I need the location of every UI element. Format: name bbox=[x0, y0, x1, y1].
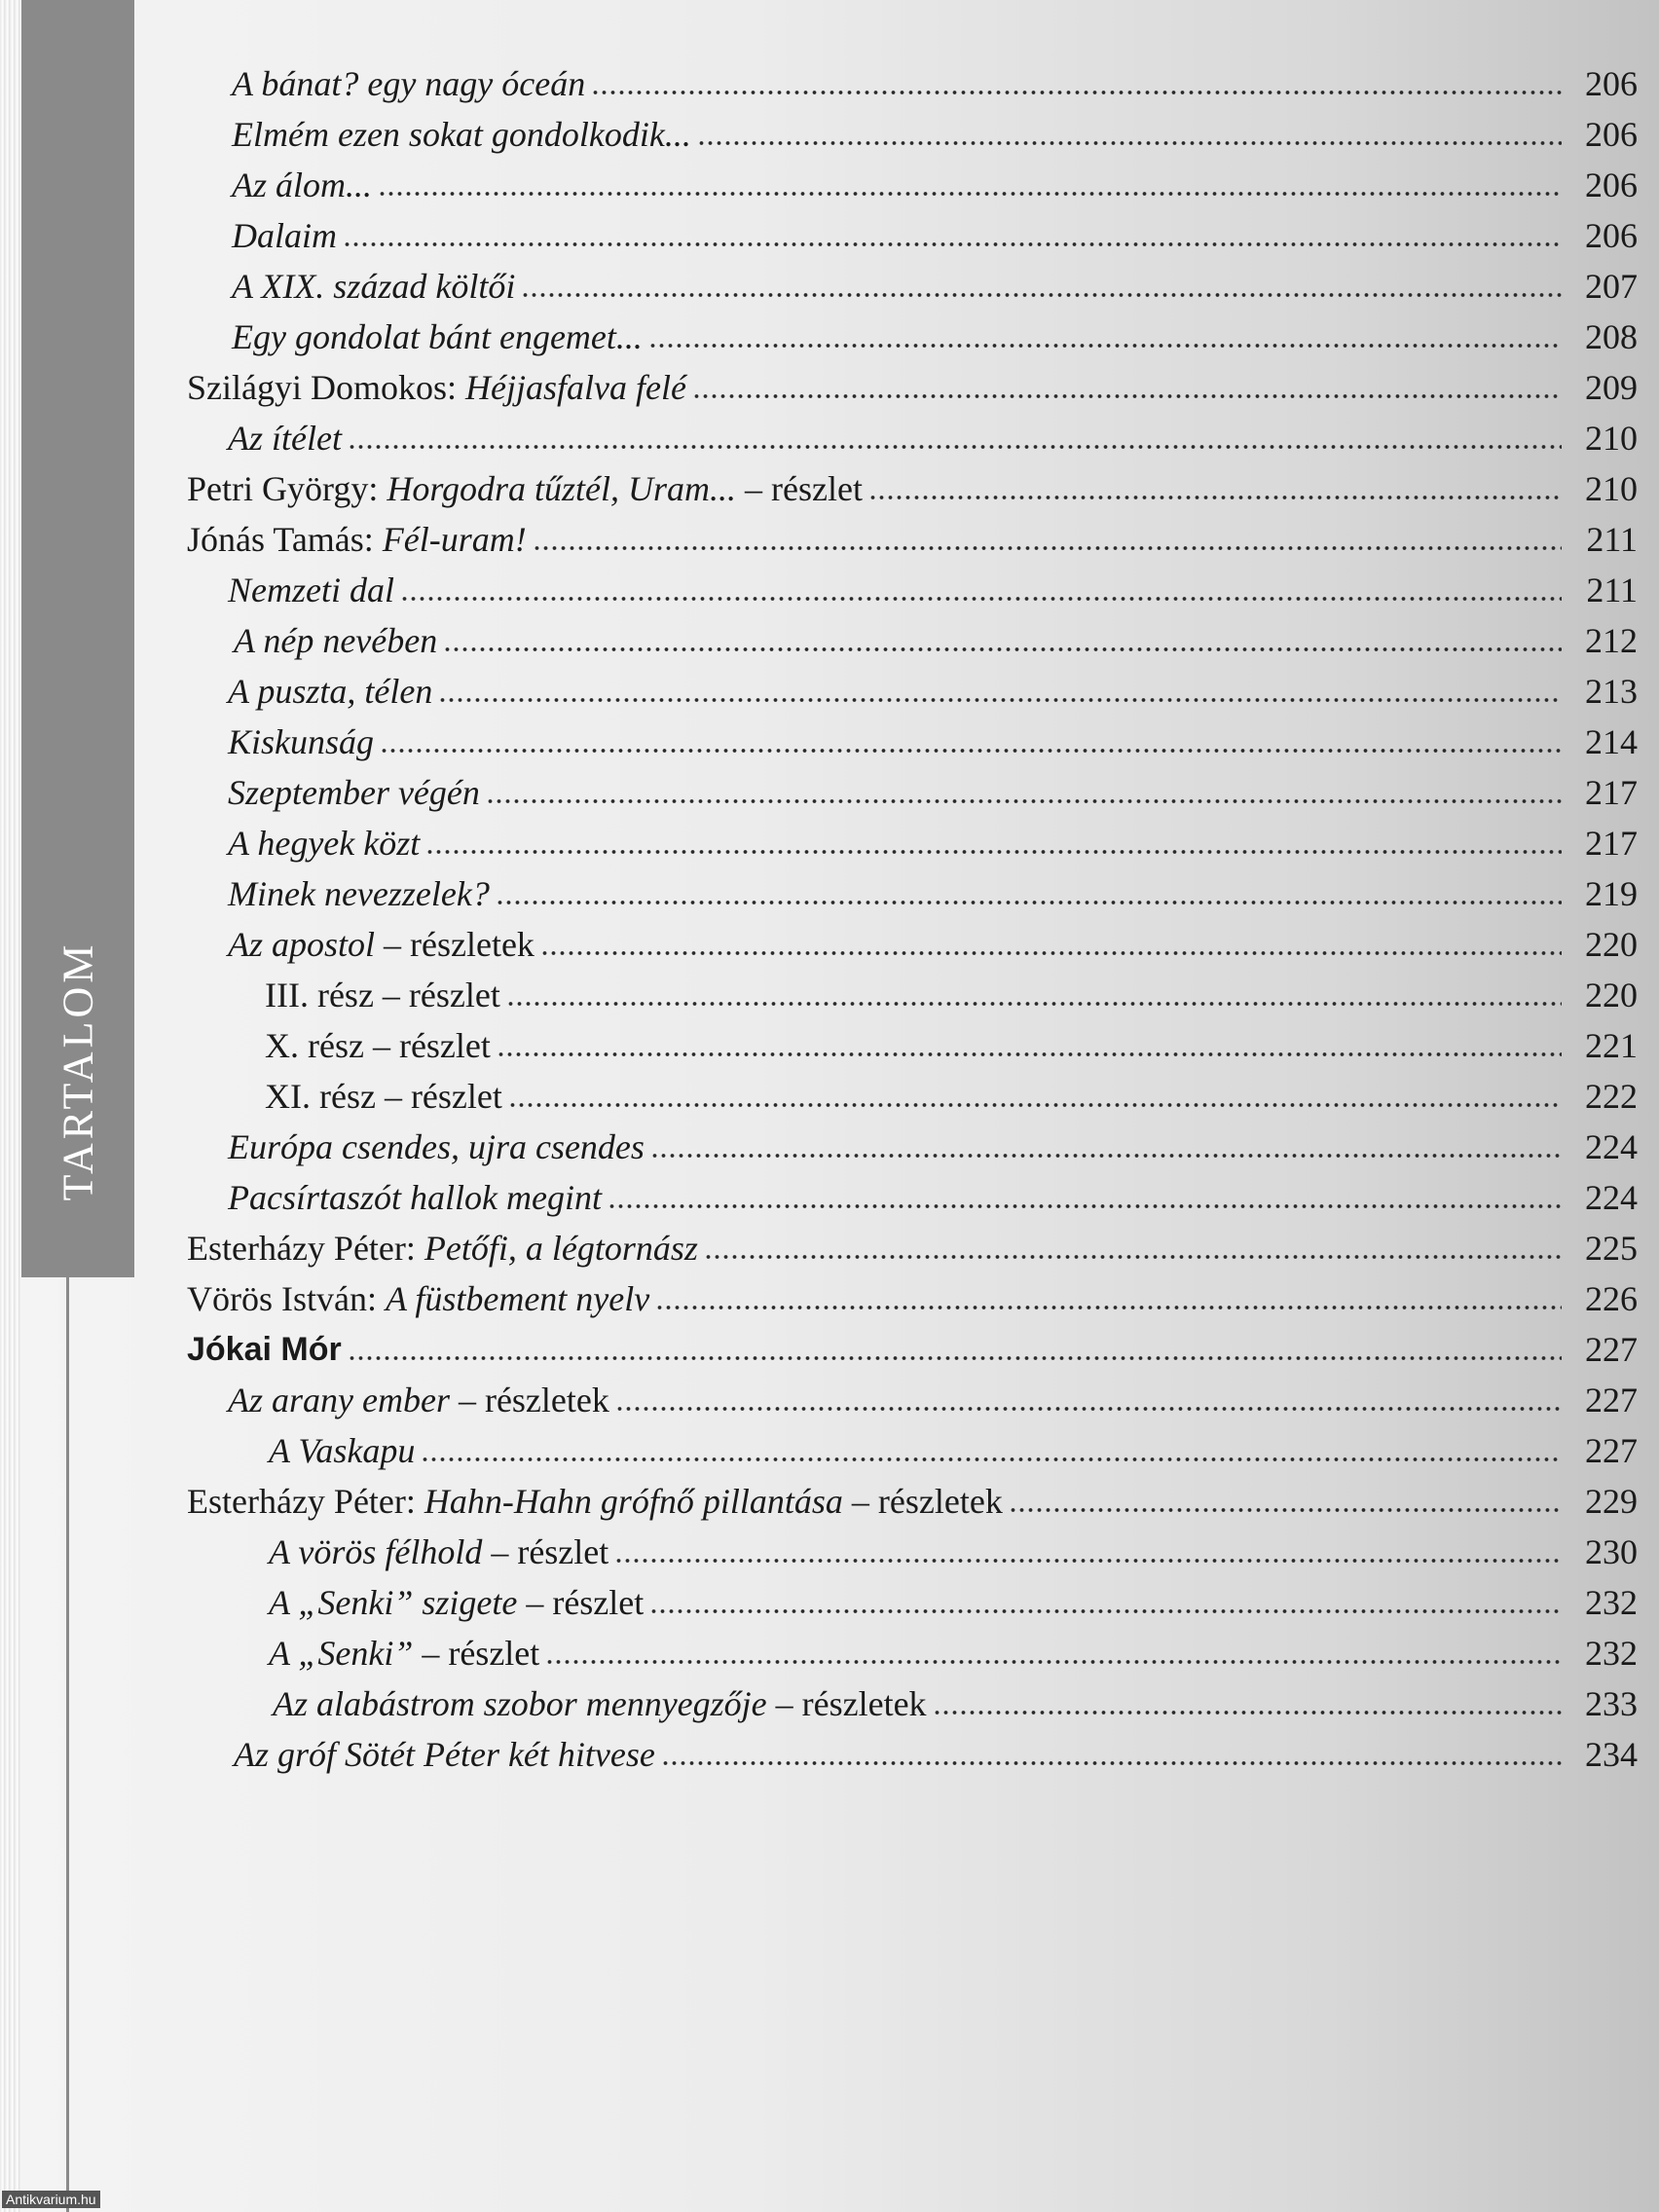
toc-entry-title bbox=[232, 164, 378, 206]
toc-entry-text: Pacsírtaszót hallok megint bbox=[228, 1178, 602, 1217]
toc-entry-title bbox=[228, 1176, 608, 1219]
toc-entry-text: Szilágyi Domokos: bbox=[187, 368, 465, 407]
toc-entry-title bbox=[228, 923, 540, 966]
toc-entry-text: Egy gondolat bánt engemet... bbox=[232, 317, 643, 356]
toc-entry bbox=[0, 55, 1659, 105]
dot-leader bbox=[591, 88, 1562, 97]
toc-entry bbox=[0, 713, 1659, 763]
toc-entry-text: Hahn-Hahn grófnő pillantása bbox=[424, 1482, 843, 1521]
toc-page-number: 206 bbox=[1585, 166, 1638, 204]
toc-entry bbox=[0, 1573, 1659, 1624]
toc-page-number: 212 bbox=[1585, 621, 1638, 660]
dot-leader bbox=[868, 493, 1562, 502]
dot-leader bbox=[486, 796, 1562, 806]
dot-leader bbox=[650, 1151, 1562, 1161]
toc-entry-title bbox=[187, 518, 533, 561]
toc-entry-text: – részletek bbox=[449, 1381, 609, 1419]
toc-entry bbox=[0, 156, 1659, 206]
toc-page-number: 232 bbox=[1585, 1583, 1638, 1622]
toc-page-number: 227 bbox=[1585, 1330, 1638, 1369]
dot-leader bbox=[615, 1404, 1562, 1414]
toc-entry bbox=[0, 1472, 1659, 1523]
dot-leader bbox=[692, 391, 1562, 401]
toc-entry-title bbox=[269, 1429, 421, 1472]
toc-entry bbox=[0, 1118, 1659, 1168]
toc-entry-text: Kiskunság bbox=[228, 722, 375, 761]
toc-entry-title bbox=[232, 315, 648, 358]
toc-entry-text: Jónás Tamás: bbox=[187, 520, 383, 559]
toc-entry-title bbox=[232, 113, 697, 156]
toc-entry bbox=[0, 1320, 1659, 1371]
toc-entry-text: A „Senki” szigete bbox=[269, 1583, 518, 1622]
toc-entry bbox=[0, 409, 1659, 460]
toc-entry-title bbox=[228, 1125, 650, 1168]
toc-entry bbox=[0, 1067, 1659, 1118]
dot-leader bbox=[655, 1303, 1562, 1312]
toc-entry-text: Szeptember végén bbox=[228, 773, 480, 812]
toc-entry-title bbox=[187, 366, 692, 409]
toc-entry bbox=[0, 1421, 1659, 1472]
toc-entry-text: Jókai Mór bbox=[187, 1331, 342, 1368]
dot-leader bbox=[348, 442, 1562, 452]
dot-leader bbox=[506, 999, 1562, 1009]
dot-leader bbox=[521, 290, 1562, 300]
toc-entry bbox=[0, 763, 1659, 814]
dot-leader bbox=[545, 1657, 1562, 1667]
toc-entry-text: – részlet bbox=[413, 1634, 540, 1673]
dot-leader bbox=[497, 1050, 1562, 1059]
toc-page-number: 230 bbox=[1585, 1532, 1638, 1571]
toc-entry-title bbox=[187, 1277, 655, 1320]
toc-entry-text: – részlet bbox=[482, 1532, 609, 1571]
toc-page-number: 210 bbox=[1585, 469, 1638, 508]
toc-page-number: 227 bbox=[1585, 1431, 1638, 1470]
toc-entry bbox=[0, 1168, 1659, 1219]
toc-entry bbox=[0, 814, 1659, 865]
toc-entry-title bbox=[228, 417, 348, 460]
toc-page-number: 220 bbox=[1585, 925, 1638, 964]
sidebar-label: TARTALOM bbox=[54, 940, 102, 1201]
toc-entry-title bbox=[228, 872, 496, 915]
toc-entry-text: A vörös félhold bbox=[269, 1532, 483, 1571]
toc-page-number: 206 bbox=[1585, 216, 1638, 255]
toc-page-number: 221 bbox=[1585, 1026, 1638, 1065]
toc-page-number: 209 bbox=[1585, 368, 1638, 407]
toc-entry-text: Minek nevezzelek? bbox=[228, 874, 490, 913]
dot-leader bbox=[704, 1252, 1562, 1262]
toc-page-number: 234 bbox=[1585, 1735, 1638, 1774]
toc-entry-text: Nemzeti dal bbox=[228, 571, 394, 609]
toc-entry-text: A nép nevében bbox=[234, 621, 438, 660]
toc-entry-title bbox=[265, 1075, 508, 1118]
toc-entry-text: A füstbement nyelv bbox=[385, 1279, 650, 1318]
toc-page-number: 224 bbox=[1585, 1127, 1638, 1166]
toc-entry-text: Az gróf Sötét Péter két hitvese bbox=[234, 1735, 655, 1774]
toc-entry bbox=[0, 1016, 1659, 1067]
toc-entry-title bbox=[269, 1581, 649, 1624]
toc-entry-text: Petri György: bbox=[187, 469, 387, 508]
toc-entry-text: Az alabástrom szobor mennyegzője bbox=[273, 1684, 767, 1723]
toc-entry-title bbox=[269, 1632, 545, 1675]
dot-leader bbox=[508, 1100, 1562, 1110]
toc-entry bbox=[0, 865, 1659, 915]
toc-entry-title bbox=[187, 1480, 1009, 1523]
toc-page-number: 232 bbox=[1585, 1634, 1638, 1673]
toc-entry bbox=[0, 1371, 1659, 1421]
dot-leader bbox=[540, 948, 1562, 958]
toc-entry-text: Az apostol bbox=[228, 925, 376, 964]
toc-page-number: 217 bbox=[1585, 824, 1638, 863]
dot-leader bbox=[608, 1201, 1562, 1211]
toc-entry-title bbox=[232, 62, 591, 105]
toc-page-number: 206 bbox=[1585, 64, 1638, 103]
toc-page-number: 226 bbox=[1585, 1279, 1638, 1318]
toc-entry-text: Az álom... bbox=[232, 166, 372, 204]
dot-leader bbox=[648, 341, 1562, 350]
toc-entry bbox=[0, 1675, 1659, 1725]
dot-leader bbox=[400, 594, 1562, 604]
toc-page-number: 210 bbox=[1585, 419, 1638, 458]
toc-page-number: 224 bbox=[1585, 1178, 1638, 1217]
toc-entry-text: Héjjasfalva felé bbox=[465, 368, 686, 407]
toc-entry-title bbox=[234, 619, 443, 662]
toc-entry bbox=[0, 308, 1659, 358]
toc-page-number: 222 bbox=[1585, 1077, 1638, 1116]
dot-leader bbox=[697, 138, 1562, 148]
toc-page-number: 217 bbox=[1585, 773, 1638, 812]
dot-leader bbox=[421, 1455, 1562, 1464]
toc-entry-text: – részlet bbox=[736, 469, 863, 508]
dot-leader bbox=[438, 695, 1562, 705]
toc-entry-text: A puszta, télen bbox=[228, 672, 433, 711]
toc-entry-title bbox=[187, 1327, 348, 1371]
toc-entry-text: Európa csendes, ujra csendes bbox=[228, 1127, 645, 1166]
dot-leader bbox=[443, 645, 1562, 654]
toc-entry bbox=[0, 206, 1659, 257]
toc-entry-text: – részlet bbox=[517, 1583, 645, 1622]
toc-entry-title bbox=[228, 771, 486, 814]
watermark: Antikvarium.hu bbox=[2, 2191, 100, 2208]
toc-entry-title bbox=[265, 974, 506, 1016]
toc-entry bbox=[0, 460, 1659, 510]
dot-leader bbox=[380, 746, 1562, 756]
toc-entry-title bbox=[234, 1733, 661, 1776]
toc-entry-text: Horgodra tűztél, Uram... bbox=[387, 469, 737, 508]
dot-leader bbox=[661, 1758, 1562, 1768]
toc-entry-text: X. rész – részlet bbox=[265, 1026, 491, 1065]
dot-leader bbox=[348, 1353, 1562, 1363]
toc-entry-text: – részletek bbox=[375, 925, 535, 964]
toc-entry-title bbox=[187, 467, 868, 510]
toc-entry-text: Vörös István: bbox=[187, 1279, 386, 1318]
toc-entry bbox=[0, 662, 1659, 713]
toc-entry-text: XI. rész – részlet bbox=[265, 1077, 502, 1116]
toc-page-number: 219 bbox=[1585, 874, 1638, 913]
toc-entry-text: Petőfi, a légtornász bbox=[424, 1229, 698, 1268]
toc-page-number: 227 bbox=[1585, 1381, 1638, 1419]
toc-entry-text: Fél-uram! bbox=[382, 520, 527, 559]
toc-page-number: 207 bbox=[1585, 267, 1638, 306]
toc-page-number: 208 bbox=[1585, 317, 1638, 356]
toc-entry bbox=[0, 611, 1659, 662]
toc-entry-title bbox=[269, 1530, 614, 1573]
dot-leader bbox=[649, 1606, 1562, 1616]
toc-entry-text: A bánat? egy nagy óceán bbox=[232, 64, 586, 103]
toc-entry bbox=[0, 1725, 1659, 1776]
toc-page-number: 213 bbox=[1585, 672, 1638, 711]
dot-leader bbox=[343, 240, 1562, 249]
dot-leader bbox=[1009, 1505, 1562, 1515]
dot-leader bbox=[378, 189, 1562, 199]
toc-entry-text: Dalaim bbox=[232, 216, 337, 255]
toc-entry-text: Az ítélet bbox=[228, 419, 342, 458]
toc-entry bbox=[0, 915, 1659, 966]
toc-entry-title bbox=[228, 670, 438, 713]
toc-entry-title bbox=[228, 1379, 615, 1421]
toc-entry-text: A hegyek közt bbox=[228, 824, 421, 863]
toc-entry bbox=[0, 561, 1659, 611]
toc-entry-title bbox=[228, 822, 425, 865]
toc-page-number: 220 bbox=[1585, 976, 1638, 1014]
toc-page-number: 225 bbox=[1585, 1229, 1638, 1268]
toc-entry-title bbox=[265, 1024, 497, 1067]
toc-entry bbox=[0, 1523, 1659, 1573]
toc-entry-text: A Vaskapu bbox=[269, 1431, 416, 1470]
toc-page-number: 211 bbox=[1586, 571, 1638, 609]
toc-entry-title bbox=[228, 720, 380, 763]
toc-entry-title bbox=[187, 1227, 704, 1270]
toc-entry bbox=[0, 966, 1659, 1016]
dot-leader bbox=[533, 543, 1562, 553]
toc-entry bbox=[0, 257, 1659, 308]
dot-leader bbox=[496, 898, 1562, 907]
dot-leader bbox=[425, 847, 1562, 857]
toc-entry-text: – részletek bbox=[842, 1482, 1003, 1521]
toc-entry-title bbox=[232, 265, 521, 308]
toc-entry bbox=[0, 105, 1659, 156]
toc-entry-text: Elmém ezen sokat gondolkodik... bbox=[232, 115, 691, 154]
toc-entry-title bbox=[232, 214, 343, 257]
toc-entry bbox=[0, 1270, 1659, 1320]
toc-entry-title bbox=[273, 1682, 933, 1725]
toc-page-number: 214 bbox=[1585, 722, 1638, 761]
toc-entry-text: A XIX. század költői bbox=[232, 267, 516, 306]
toc-page-number: 206 bbox=[1585, 115, 1638, 154]
dot-leader bbox=[933, 1708, 1562, 1717]
toc-entry bbox=[0, 510, 1659, 561]
toc-page-number: 211 bbox=[1586, 520, 1638, 559]
toc-entry-title bbox=[228, 569, 400, 611]
toc-entry-text: III. rész – részlet bbox=[265, 976, 500, 1014]
toc-entry-text: Az arany ember bbox=[228, 1381, 450, 1419]
toc-entry bbox=[0, 1219, 1659, 1270]
toc-entry-text: Esterházy Péter: bbox=[187, 1229, 424, 1268]
toc-entry-text: – részletek bbox=[766, 1684, 927, 1723]
toc-page-number: 233 bbox=[1585, 1684, 1638, 1723]
toc-entry bbox=[0, 358, 1659, 409]
toc-entry bbox=[0, 1624, 1659, 1675]
toc-entry-text: A „Senki” bbox=[269, 1634, 414, 1673]
dot-leader bbox=[614, 1556, 1562, 1566]
toc-page-number: 229 bbox=[1585, 1482, 1638, 1521]
toc-entry-text: Esterházy Péter: bbox=[187, 1482, 424, 1521]
